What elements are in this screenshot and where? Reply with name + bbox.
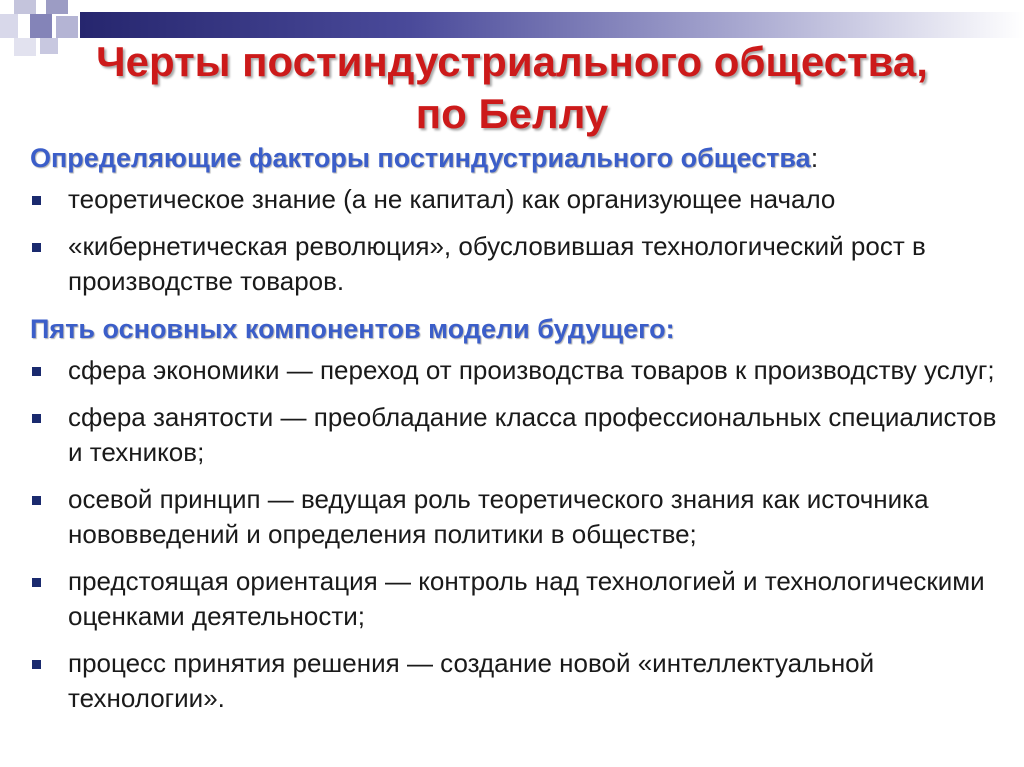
list-item	[30, 353, 1015, 388]
list-item-text: процесс принятия решения — создание новой «интеллектуальной технологии».	[68, 648, 875, 713]
section-heading-components: Пять основных компонентов модели будущего:	[30, 314, 675, 344]
square-bullet-icon	[32, 196, 41, 205]
square-bullet-icon	[32, 367, 41, 376]
components-list	[30, 353, 1015, 716]
list-item	[30, 646, 1015, 716]
deco-square	[0, 14, 18, 38]
slide-title-line-2: по Беллу	[415, 90, 609, 137]
deco-square	[46, 0, 68, 14]
slide-content	[30, 140, 1015, 728]
deco-square	[14, 0, 36, 14]
square-bullet-icon	[32, 578, 41, 587]
heading-colon: :	[810, 143, 819, 173]
square-bullet-icon	[32, 414, 41, 423]
list-item-text: теоретическое знание (а не капитал) как организующее начало	[68, 184, 836, 214]
list-item	[30, 229, 1015, 299]
deco-square	[56, 16, 78, 38]
header-gradient-bar	[80, 12, 1024, 38]
slide-title-line-1: Черты постиндустриального общества,	[96, 38, 928, 85]
list-item-text: предстоящая ориентация — контроль над технологией и технологическими оценками деятельности;	[68, 566, 985, 631]
list-item	[30, 564, 1015, 634]
factors-list	[30, 182, 1015, 299]
square-bullet-icon	[32, 660, 41, 669]
list-item-text: сфера экономики — переход от производства товаров к производству услуг;	[68, 355, 995, 385]
square-bullet-icon	[32, 243, 41, 252]
list-item-text: осевой принцип — ведущая роль теоретического знания как источника нововведений и определения политики в обществе;	[68, 484, 929, 549]
list-item-text: сфера занятости — преобладание класса профессиональных специалистов и техников;	[68, 402, 997, 467]
deco-square	[30, 14, 52, 38]
list-item	[30, 400, 1015, 470]
list-item	[30, 182, 1015, 217]
square-bullet-icon	[32, 496, 41, 505]
section-heading-factors	[30, 140, 1015, 176]
list-item	[30, 482, 1015, 552]
section-heading-factors-text: Определяющие факторы постиндустриального общества	[30, 143, 811, 173]
slide-title	[0, 36, 1024, 140]
list-item-text: «кибернетическая революция», обусловившая технологический рост в производстве товаров.	[68, 231, 926, 296]
